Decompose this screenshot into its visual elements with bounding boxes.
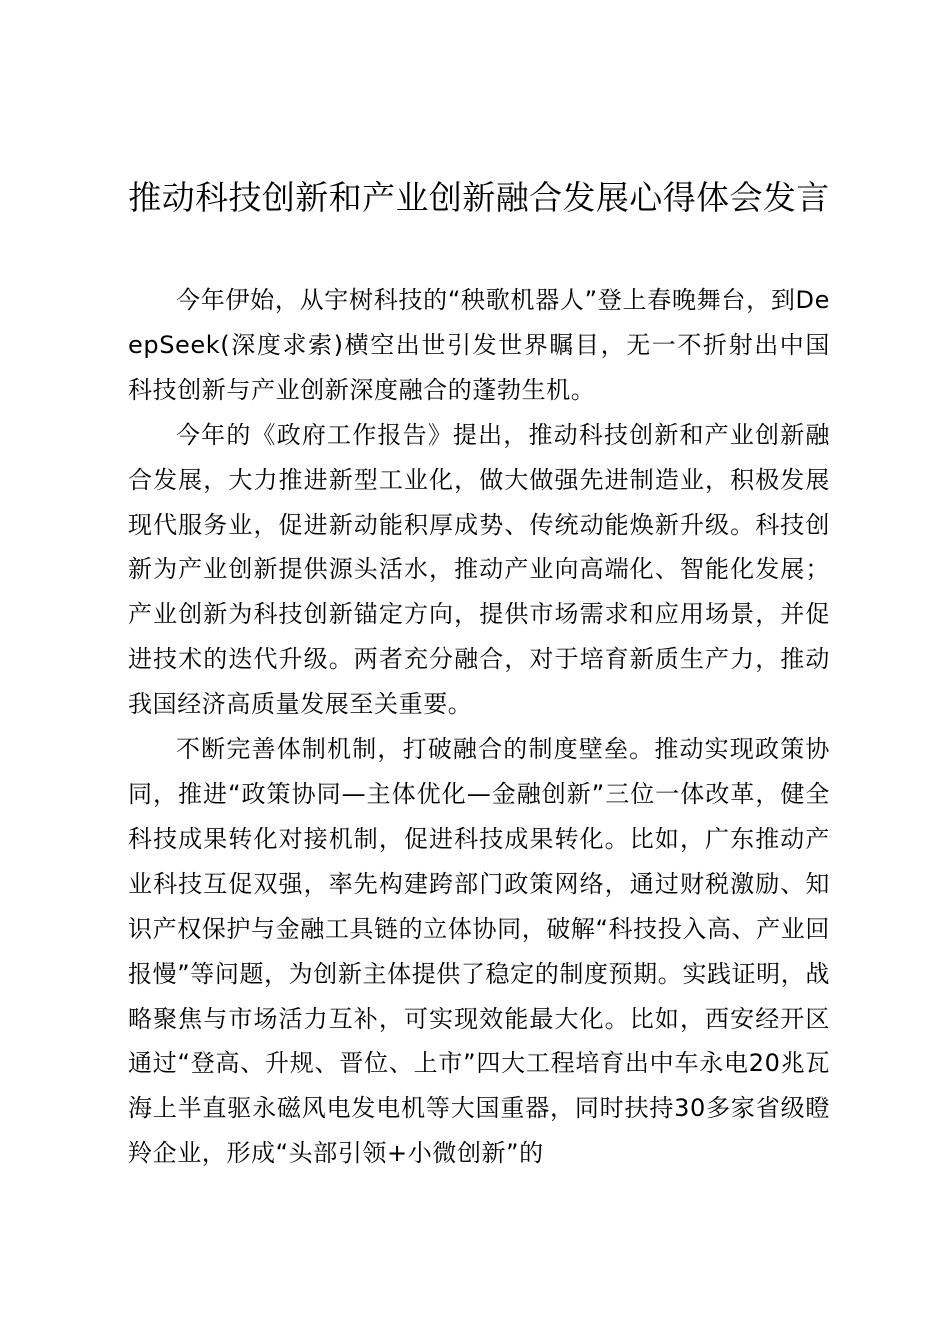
paragraph-intro: 今年伊始，从宇树科技的“秧歌机器人”登上春晚舞台，到DeepSeek(深度求索)横空出世引发世界瞩目，无一不折射出中国科技创新与产业创新深度融合的蓬勃生机。	[128, 286, 830, 404]
paragraph-institutional-mechanism: 不断完善体制机制，打破融合的制度壁垒。推动实现政策协同，推进“政策协同—主体优化—金融创新”三位一体改革，健全科技成果转化对接机制，促进科技成果转化。比如，广东推动产业科技互促双强，率先构建跨部门政策网络，通过财税激励、知识产权保护与金融工具链的立体协同，破解“科技投入高、产业回报慢”等问题，为创新主体提供了稳定的制度预期。实践证明，战略聚焦与市场活力互补，可实现效能最大化。比如，西安经开区通过“登高、升规、晋位、上市”四大工程培育出中车永电20兆瓦海上半直驱永磁风电发电机等大国重器，同时扶持30多家省级瞪羚企业，形成“头部引领+小微创新”的	[128, 735, 830, 1168]
document-body	[128, 278, 830, 1176]
document-title: 推动科技创新和产业创新融合发展心得体会发言	[128, 178, 830, 217]
paragraph-government-report: 今年的《政府工作报告》提出，推动科技创新和产业创新融合发展，大力推进新型工业化，做大做强先进制造业，积极发展现代服务业，促进新动能积厚成势、传统动能焕新升级。科技创新为产业创新提供源头活水，推动产业向高端化、智能化发展；产业创新为科技创新锚定方向，提供市场需求和应用场景，并促进技术的迭代升级。两者充分融合，对于培育新质生产力，推动我国经济高质量发展至关重要。	[128, 420, 830, 719]
